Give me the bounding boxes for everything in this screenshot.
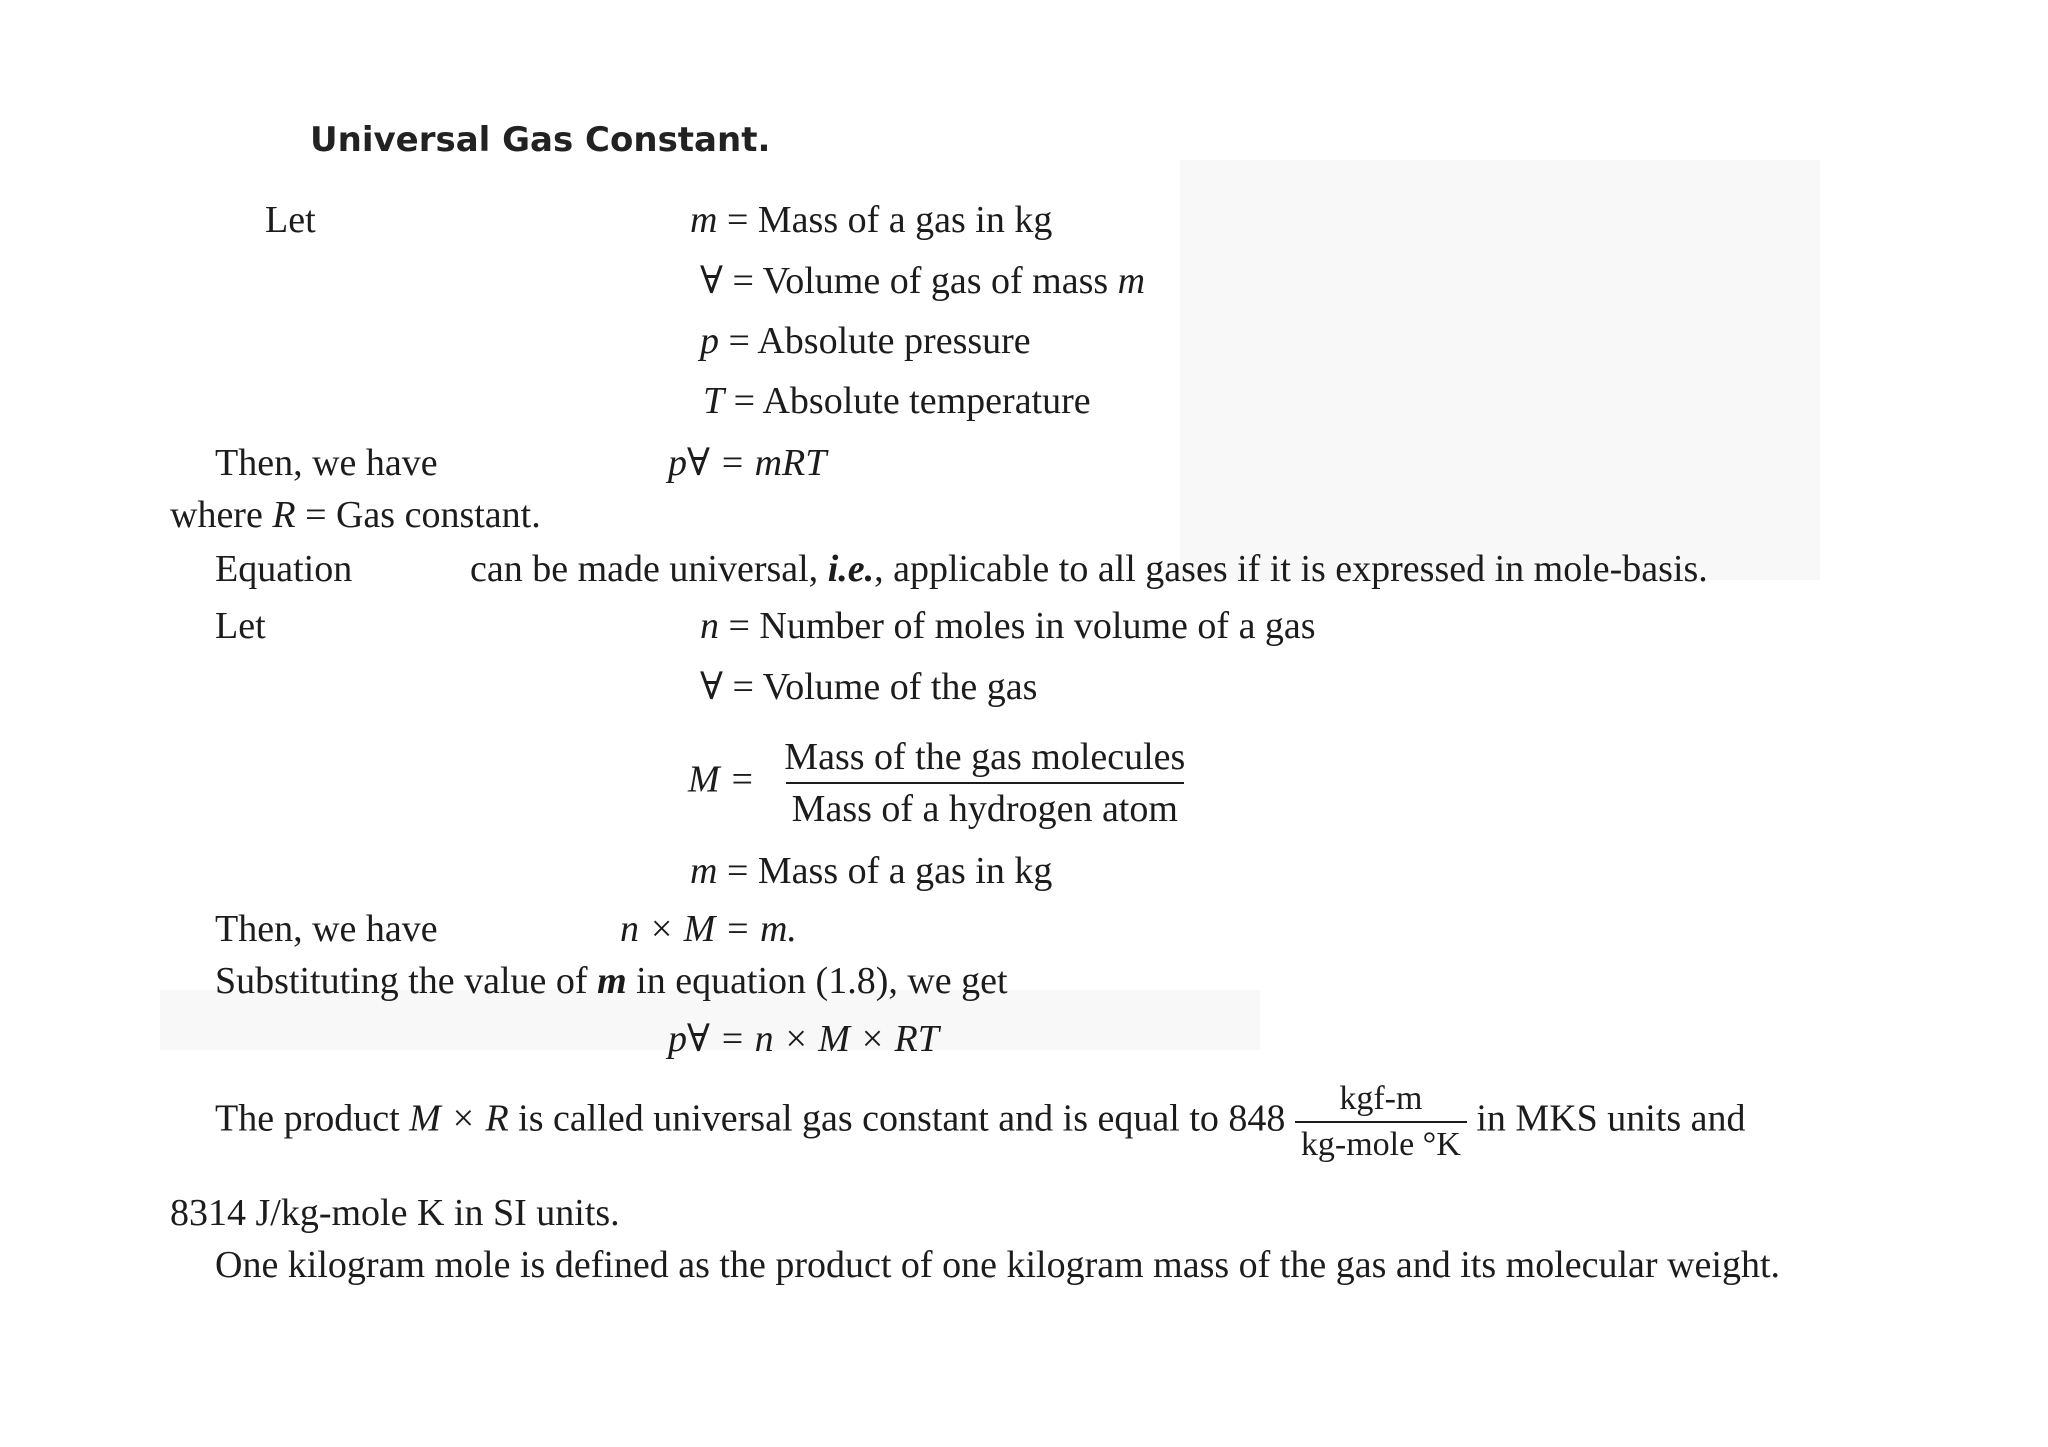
def-mass-2 <box>690 848 1052 894</box>
ideal-gas-equation: p∀ = mRT <box>668 442 827 484</box>
var-m: m <box>690 199 718 241</box>
then-label: Then, we have <box>215 442 438 484</box>
def-gas-volume <box>700 664 1037 710</box>
text-part: , applicable to all gases if it is expressed in mole-basis. <box>874 548 1708 590</box>
var-T: T <box>703 380 725 422</box>
equation-label: Equation <box>215 548 353 590</box>
where-prefix: where <box>170 494 273 536</box>
section-title: Universal Gas Constant. <box>310 120 771 160</box>
var-m: m <box>1117 260 1146 302</box>
def-mass <box>690 197 1052 243</box>
var-R: R <box>272 494 296 536</box>
var-volume: ∀ <box>700 260 723 302</box>
var-volume: ∀ <box>700 666 723 708</box>
text-part: Substituting the value of <box>215 960 598 1002</box>
def-moles <box>700 603 1316 649</box>
kilogram-mole-definition: One kilogram mole is defined as the product of one kilogram mass of the gas and its molecular weight. <box>215 1244 1780 1286</box>
let-label: Let <box>265 199 316 241</box>
var-m: m <box>690 850 718 892</box>
moles-equation: n × M = m. <box>620 908 797 950</box>
where-line <box>170 492 541 538</box>
fraction-numerator: kgf-m <box>1339 1080 1423 1117</box>
def-text: = Volume of gas of mass <box>732 260 1118 302</box>
product-line <box>215 1077 1746 1167</box>
units-fraction <box>1295 1077 1467 1167</box>
text-part: in MKS units and <box>1466 1097 1746 1140</box>
text-part: The product <box>215 1097 410 1140</box>
def-text: = Absolute temperature <box>733 380 1091 422</box>
def-volume <box>700 258 1145 304</box>
text-ie: i.e. <box>827 548 875 590</box>
def-pressure <box>700 318 1031 364</box>
then-label: Then, we have <box>215 908 438 950</box>
let-label: Let <box>215 605 266 647</box>
text-part: in equation (1.8), we get <box>626 960 1008 1002</box>
scan-shadow <box>1180 160 1820 580</box>
def-text: = Volume of the gas <box>732 666 1038 708</box>
def-text: = Mass of a gas in kg <box>726 199 1053 241</box>
def-text: = Absolute pressure <box>728 320 1031 362</box>
var-p: p <box>700 320 719 362</box>
text-part: is called universal gas constant and is equal to 848 <box>508 1097 1295 1140</box>
def-text: = Number of moles in volume of a gas <box>728 605 1316 647</box>
fraction-numerator: Mass of the gas molecules <box>784 736 1186 778</box>
fraction-denominator: Mass of a hydrogen atom <box>786 782 1184 834</box>
text-part: can be made universal, <box>470 548 828 590</box>
var-M: M = <box>688 758 755 801</box>
molecular-weight-fraction <box>778 732 1191 834</box>
def-molecular-weight <box>688 732 1191 834</box>
where-suffix: = Gas constant. <box>295 494 541 536</box>
def-temperature <box>703 378 1091 424</box>
equation-text <box>470 546 1708 592</box>
si-units-line: 8314 J/kg-mole K in SI units. <box>170 1192 620 1234</box>
def-text: = Mass of a gas in kg <box>726 850 1053 892</box>
var-n: n <box>700 605 719 647</box>
substituting-line <box>215 958 1008 1004</box>
var-m: m <box>597 960 627 1002</box>
fraction-denominator: kg-mole °K <box>1295 1121 1467 1167</box>
product-expression: M × R <box>409 1097 509 1140</box>
universal-gas-equation: p∀ = n × M × RT <box>668 1018 939 1060</box>
